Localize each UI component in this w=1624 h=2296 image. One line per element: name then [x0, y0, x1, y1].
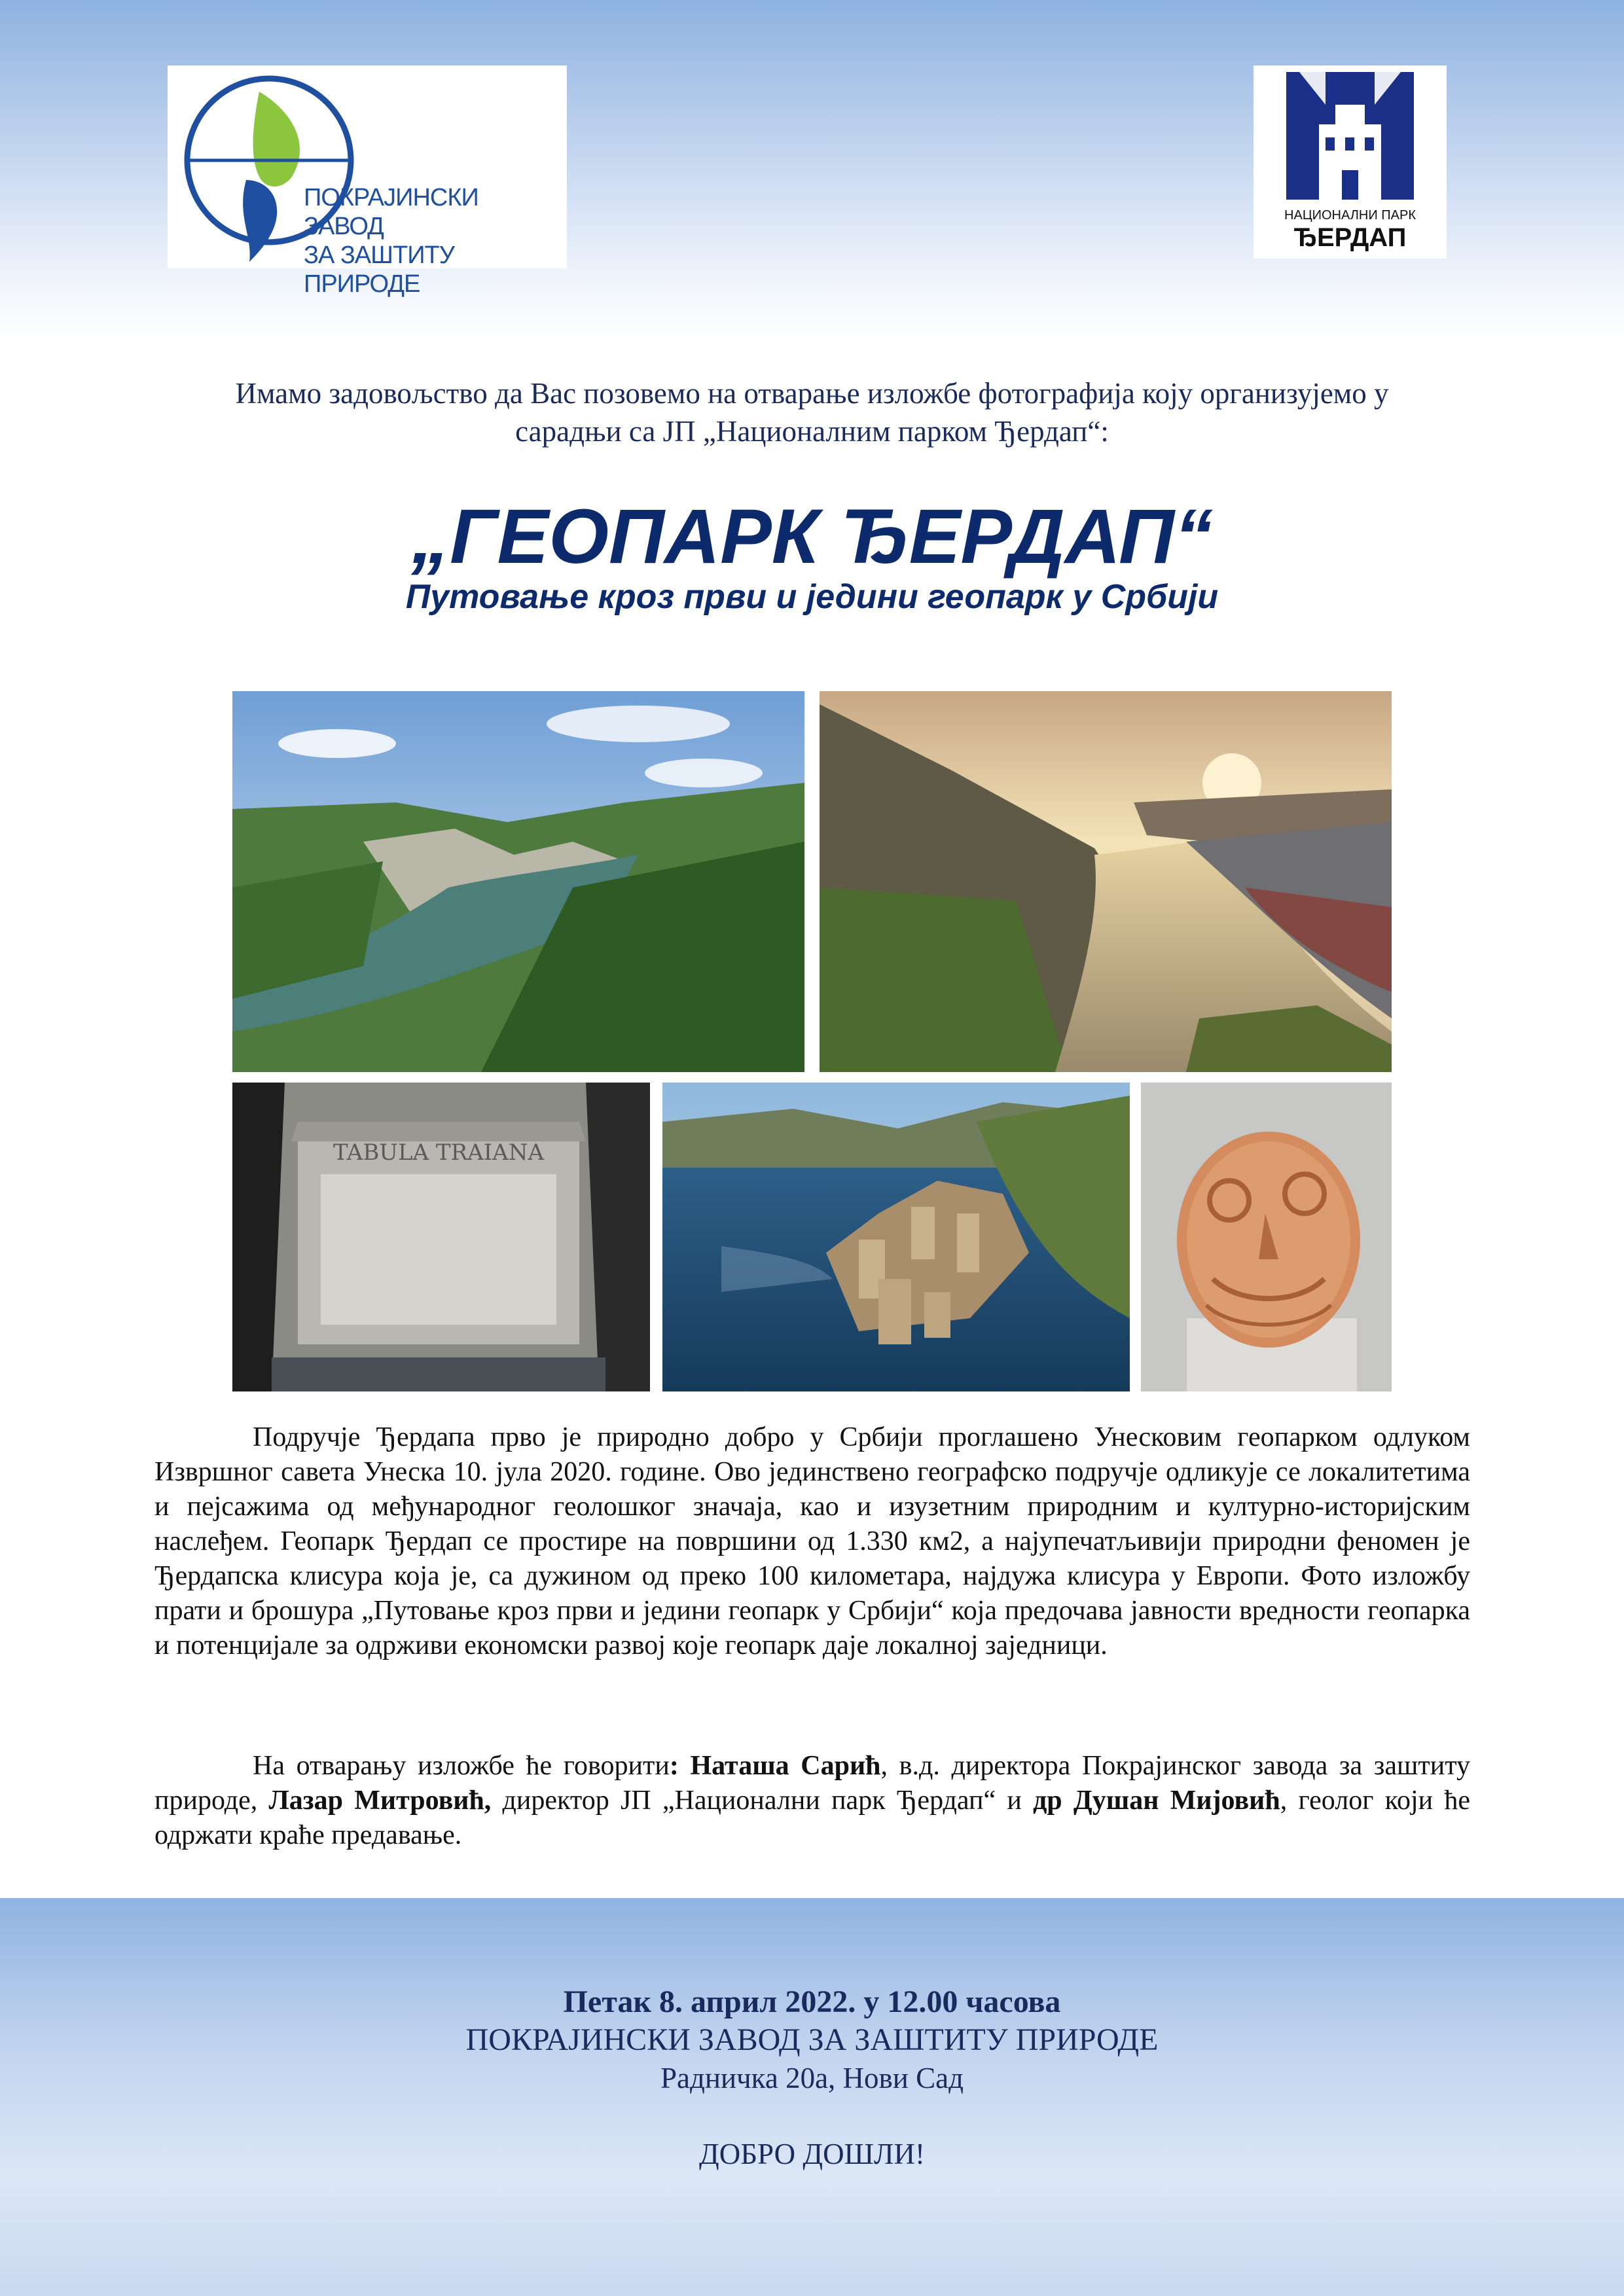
event-date-time: Петак 8. април 2022. у 12.00 часова: [563, 1984, 1061, 2019]
pokrajinski-zavod-logo: [168, 65, 567, 298]
logo-right-text: НАЦИОНАЛНИ ПАРК ЂЕРДАП: [1284, 208, 1416, 252]
page-title: „ГЕОПАРК ЂЕРДАП“: [411, 493, 1213, 580]
np-djerdap-logo: [1254, 65, 1447, 259]
golubac-fortress-photo: [662, 1083, 1130, 1391]
speakers-paragraph: На отварању изложбе ће говорити: Наташа Сарић, в.д. директора Покрајинског завода за заштиту природе, Лазар Митровић, директор ЈП „Национални парк Ђердап“ и др Душан Мијовић, геолог који ће одржати краће предавање.: [154, 1751, 1471, 1850]
event-address: Радничка 20а, Нови Сад: [660, 2062, 964, 2094]
page-subtitle: Путовање кроз први и једини геопарк у Србији: [405, 578, 1219, 616]
event-details: [0, 1983, 1624, 2173]
danube-gorge-green-photo: [232, 691, 804, 1072]
welcome-text: ДОБРО ДОШЛИ!: [699, 2138, 925, 2170]
tabula-inscription: TABULA TRAIANA: [333, 1139, 545, 1166]
intro-text: Имамо задовољство да Вас позовемо на отварање изложбе фотографија коју организујемо у сарадњи са ЈП „Националним парком Ђердап“:: [235, 377, 1389, 448]
description-paragraph: Подручје Ђердапа прво је природно добро у Србији проглашено Унесковим геопарком одлуком Извршног савета Унеска 10. јула 2020. године. Ово јединствено географско подручје одликује се локалитетима и пејсажима од међународног геолошког значаја, као и изузетним природним и културно-историјским наслеђем. Геопарк Ђердап се простире на површини од 1.330 км2, а најупечатљивији природни феномен је Ђердапска клисура која је, са дужином од преко 100 километара, најдужа клисура у Европи. Фото изложбу прати и брошура „Путовање кроз први и једини геопарк у Србији“ која предочава јавности вредности геопарка и потенцијале за одрживи економски развој које геопарк даје локалној заједници.: [154, 1422, 1470, 1660]
tabula-traiana-photo: [232, 1083, 650, 1391]
danube-gorge-sunset-photo: [820, 691, 1392, 1072]
event-institution: ПОКРАЈИНСКИ ЗАВОД ЗА ЗАШТИТУ ПРИРОДЕ: [465, 2022, 1159, 2057]
logo-left-text: ПОКРАЈИНСКИ ЗАВОД ЗА ЗАШТИТУ ПРИРОДЕ: [304, 184, 478, 298]
lepenski-vir-sculpture-photo: [1141, 1083, 1392, 1391]
